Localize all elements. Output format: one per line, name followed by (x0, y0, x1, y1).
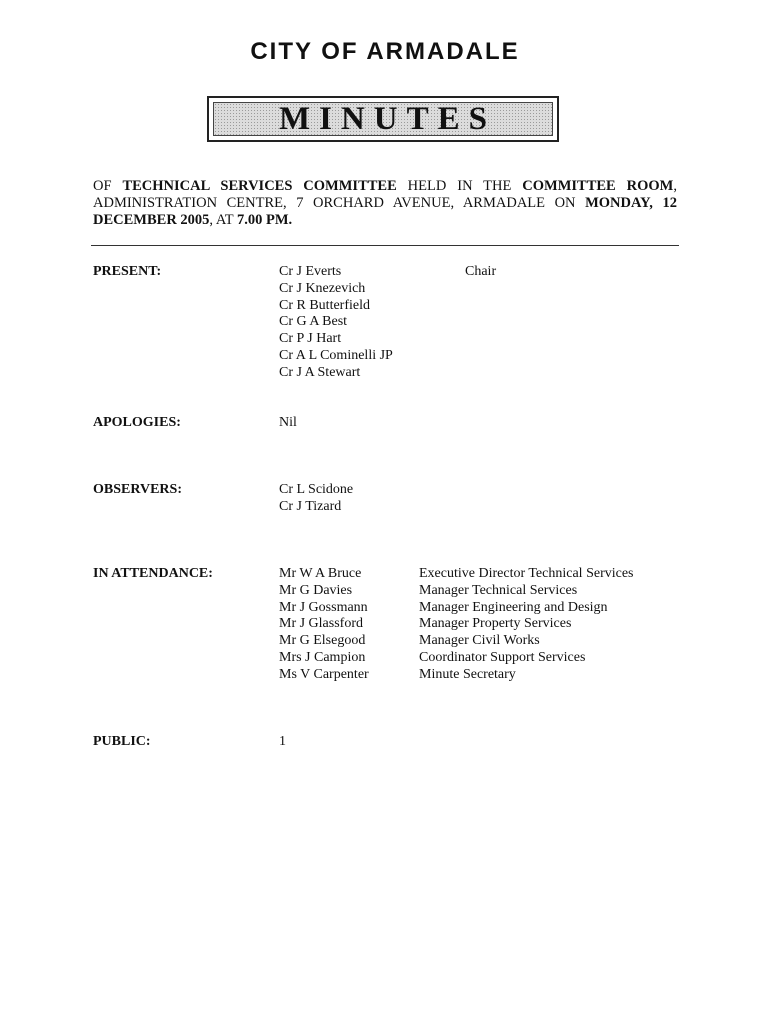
public-label: PUBLIC: (93, 734, 151, 749)
present-member: Cr A L Cominelli JP (279, 347, 393, 363)
attendee-role: Manager Technical Services (419, 582, 578, 598)
organisation-title: CITY OF ARMADALE (250, 38, 520, 65)
observer-member: Cr J Tizard (279, 498, 342, 514)
attendance-names (279, 566, 369, 684)
attendee-name: Mrs J Campion (279, 649, 366, 665)
apologies-value: Nil (279, 415, 297, 430)
observer-member: Cr L Scidone (279, 482, 354, 497)
intro-text-1: OF (93, 178, 123, 194)
attendee-role: Manager Property Services (419, 616, 572, 632)
intro-text-4: , AT (209, 212, 237, 228)
present-member: Cr P J Hart (279, 331, 342, 347)
minutes-banner (207, 96, 559, 142)
attendance-roles (419, 566, 634, 684)
observers-list (279, 482, 353, 516)
attendee-name: Mr G Elsegood (279, 633, 366, 649)
present-member: Cr R Butterfield (279, 297, 370, 313)
present-label: PRESENT: (93, 264, 162, 279)
attendee-role: Executive Director Technical Services (419, 566, 634, 581)
public-count: 1 (279, 734, 286, 749)
attendee-name: Mr W A Bruce (279, 566, 362, 581)
apologies-label: APOLOGIES: (93, 415, 181, 430)
attendee-name: Mr G Davies (279, 582, 353, 598)
attendee-role: Manager Civil Works (419, 633, 540, 649)
attendee-role: Manager Engineering and Design (419, 599, 608, 615)
attendee-role: Minute Secretary (419, 666, 516, 682)
intro-text-2: HELD IN THE (396, 178, 523, 194)
present-member: Cr J Everts (279, 264, 342, 279)
attendee-name: Ms V Carpenter (279, 666, 369, 682)
present-member: Cr J A Stewart (279, 364, 361, 380)
meeting-time: 7.00 PM. (236, 212, 293, 228)
attendance-label: IN ATTENDANCE: (93, 566, 213, 581)
minutes-banner-text: MINUTES (213, 102, 553, 136)
chair-note: Chair (465, 264, 497, 279)
meeting-date: MONDAY, 12 DECEMBER 2005 (93, 195, 677, 228)
header-divider (91, 245, 679, 246)
meeting-intro (93, 178, 677, 229)
attendee-role: Coordinator Support Services (419, 649, 586, 665)
present-list (279, 264, 393, 382)
present-member: Cr J Knezevich (279, 280, 366, 296)
attendee-name: Mr J Glassford (279, 616, 363, 632)
attendee-name: Mr J Gossmann (279, 599, 368, 615)
meeting-room: COMMITTEE ROOM (522, 178, 674, 194)
present-member: Cr G A Best (279, 314, 348, 330)
committee-name: TECHNICAL SERVICES COMMITTEE (122, 178, 397, 194)
observers-label: OBSERVERS: (93, 482, 182, 497)
intro-text-3: , ADMINISTRATION CENTRE, 7 ORCHARD AVENUE, ARMADALE ON (93, 178, 677, 211)
